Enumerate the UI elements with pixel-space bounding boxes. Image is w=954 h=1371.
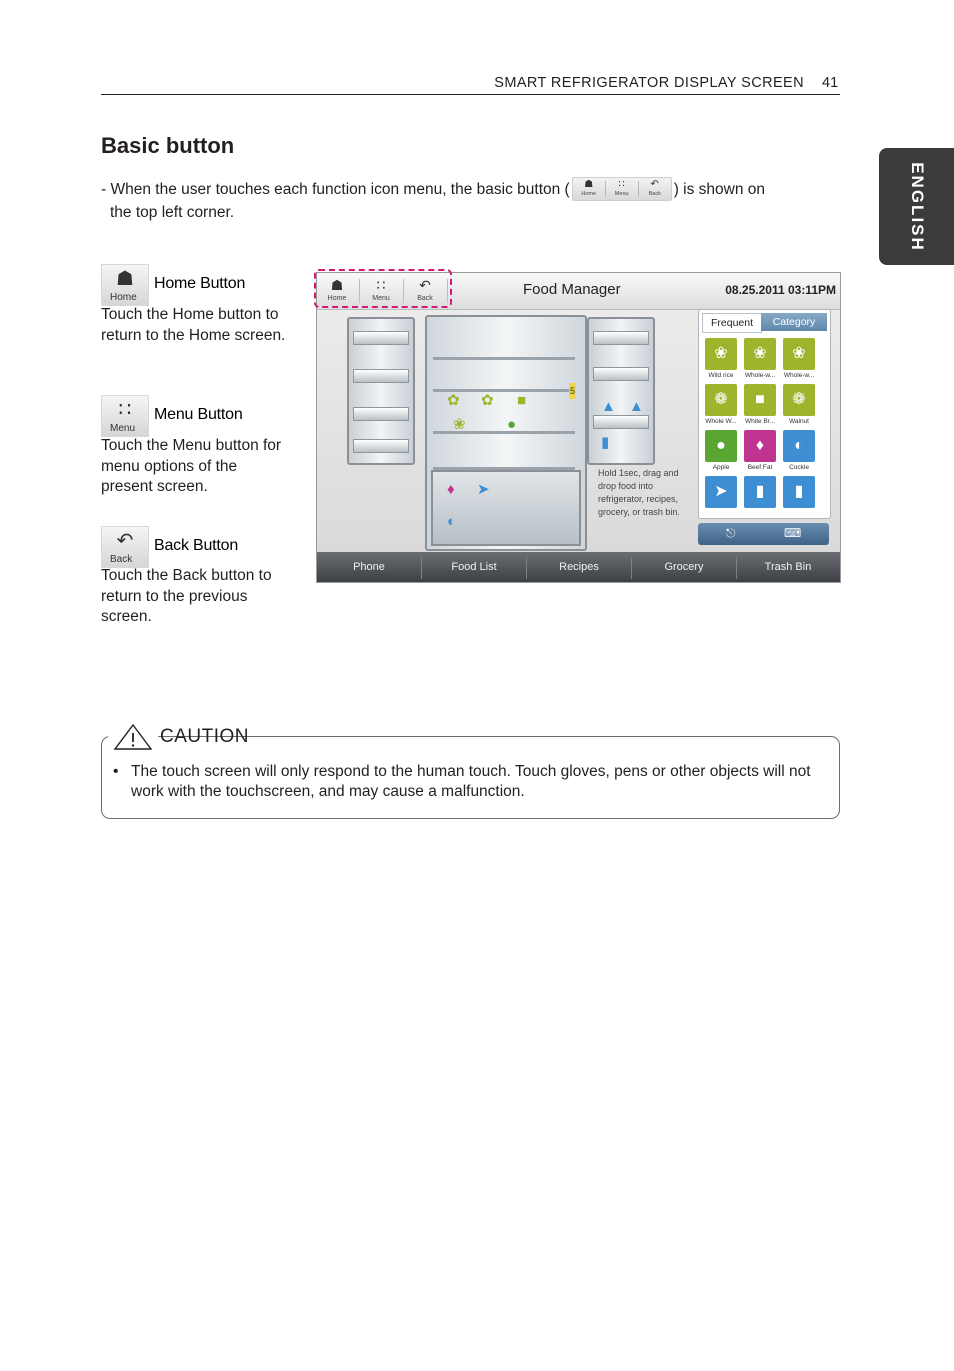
food-tile[interactable]: ▮	[744, 476, 776, 508]
food-picker-panel	[698, 309, 831, 519]
food-tile-label: Apple	[712, 464, 730, 471]
cockle-icon: ◐	[447, 513, 457, 530]
menu-icon-label: Menu	[110, 423, 136, 434]
food-tile-label: Whole W...	[705, 418, 737, 425]
food-manager-screenshot	[316, 272, 841, 583]
back-icon: ↶	[650, 179, 659, 190]
menu-button-illustration	[101, 395, 149, 437]
keyboard-icon[interactable]: ⌨	[784, 526, 802, 540]
intro-text-line2: the top left corner.	[110, 204, 235, 221]
food-tile-label: Beef Fat	[747, 464, 773, 471]
menu-button-title: Menu Button	[154, 406, 243, 423]
back-button-description: Touch the Back button to return to the previous screen.	[101, 567, 272, 625]
nav-phone[interactable]: Phone	[353, 561, 385, 573]
food-tile[interactable]: ■	[744, 384, 776, 416]
section-title: Basic button	[101, 133, 235, 158]
home-button-title: Home Button	[154, 275, 246, 292]
page-number: 41	[822, 75, 839, 91]
menu-icon: ∷	[118, 399, 132, 421]
inline-menu-button: ∷ Menu	[606, 178, 638, 200]
header-rule	[101, 94, 840, 95]
screen-menu-button[interactable]: ∷ Menu	[361, 276, 401, 306]
food-tile-label: Wild rice	[708, 372, 734, 379]
language-tab	[879, 148, 954, 265]
caution-heading	[108, 723, 249, 751]
food-tile[interactable]: ♦	[744, 430, 776, 462]
caution-text: The touch screen will only respond to the human touch. Touch gloves, pens or other objects will not work with the touchscreen, and may cause a malfunction.	[131, 763, 811, 800]
milk-carton-icon: ▮	[601, 434, 610, 451]
menu-icon: ∷	[618, 179, 625, 190]
back-icon-label: Back	[110, 554, 133, 565]
inline-basic-button-bar	[572, 177, 672, 201]
home-icon: ☗	[584, 179, 594, 190]
fridge-left-door	[347, 317, 415, 465]
caution-label: CAUTION	[160, 726, 249, 747]
food-tile-label: White Br...	[745, 418, 775, 425]
nav-grocery[interactable]: Grocery	[664, 561, 704, 573]
home-icon: ☗	[330, 277, 344, 293]
nav-trash-bin[interactable]: Trash Bin	[764, 561, 812, 573]
food-tile[interactable]: ➤	[705, 476, 737, 508]
menu-button-description: Touch the Menu button for menu options of the present screen.	[101, 437, 282, 495]
bottle-icon: ▲	[629, 398, 644, 415]
wild-rice-icon: ✿	[447, 392, 460, 409]
back-button-illustration	[101, 526, 149, 568]
food-tile[interactable]: ▮	[783, 476, 815, 508]
screen-bottom-nav	[317, 552, 840, 582]
running-header: SMART REFRIGERATOR DISPLAY SCREEN	[494, 75, 804, 91]
intro-text-b: ) is shown on	[673, 181, 766, 199]
shelf-count-badge: 5	[569, 383, 576, 399]
food-tile[interactable]: ●	[705, 430, 737, 462]
drag-drop-hint: Hold 1sec, drag and drop food into refrigerator, recipes, grocery, or trash bin.	[598, 468, 680, 517]
home-button-description: Touch the Home button to return to the Home screen.	[101, 306, 286, 344]
fridge-right-door	[587, 317, 655, 465]
language-tab-label: ENGLISH	[907, 161, 927, 252]
intro-paragraph	[101, 178, 831, 223]
home-icon: ☗	[116, 268, 134, 290]
home-button-illustration	[101, 264, 149, 306]
food-tile[interactable]: ❀	[705, 338, 737, 370]
food-tile-label: Whole-w...	[744, 372, 776, 379]
back-button-title: Back Button	[154, 537, 239, 554]
apple-icon: ●	[507, 416, 517, 433]
fish-icon: ➤	[477, 481, 490, 498]
bread-icon: ■	[517, 392, 527, 409]
wheat-icon: ❀	[453, 416, 466, 433]
input-bar	[698, 523, 829, 545]
food-tile[interactable]: ❀	[783, 338, 815, 370]
caution-bullet: •	[113, 763, 119, 780]
back-icon: ↶	[419, 277, 431, 293]
screen-back-button[interactable]: ↶ Back	[405, 276, 445, 306]
screen-app-title: Food Manager	[523, 281, 621, 298]
food-tile[interactable]: ❀	[744, 338, 776, 370]
basic-button-highlight	[314, 269, 452, 308]
microphone-icon[interactable]: ⎋	[726, 526, 736, 540]
tab-frequent[interactable]: Frequent	[702, 313, 762, 333]
nav-food-list[interactable]: Food List	[451, 561, 497, 573]
bottle-icon: ▲	[601, 398, 616, 415]
fridge-freezer-drawer[interactable]	[431, 470, 581, 546]
menu-icon: ∷	[376, 277, 386, 293]
tab-category[interactable]: Category	[761, 313, 827, 331]
caution-item	[113, 762, 825, 802]
intro-text-a: - When the user touches each function icon menu, the basic button (	[101, 181, 570, 199]
food-tile[interactable]: ❁	[783, 384, 815, 416]
warning-triangle-icon	[113, 723, 153, 751]
grain-icon: ✿	[481, 392, 494, 409]
food-tile-label: Cockle	[789, 464, 809, 471]
beef-fat-icon: ♦	[447, 481, 455, 498]
nav-recipes[interactable]: Recipes	[559, 561, 599, 573]
food-tile[interactable]: ◐	[783, 430, 815, 462]
food-tile[interactable]: ❁	[705, 384, 737, 416]
food-tile-label: Walnut	[789, 418, 809, 425]
back-icon: ↶	[116, 530, 134, 552]
screen-home-button[interactable]: ☗ Home	[317, 276, 357, 306]
screen-datetime: 08.25.2011 03:11PM	[725, 283, 836, 297]
inline-home-button: ☗ Home	[573, 178, 605, 200]
food-tile-label: Whole-w...	[783, 372, 815, 379]
inline-back-button: ↶ Back	[639, 178, 671, 200]
home-icon-label: Home	[110, 292, 137, 303]
